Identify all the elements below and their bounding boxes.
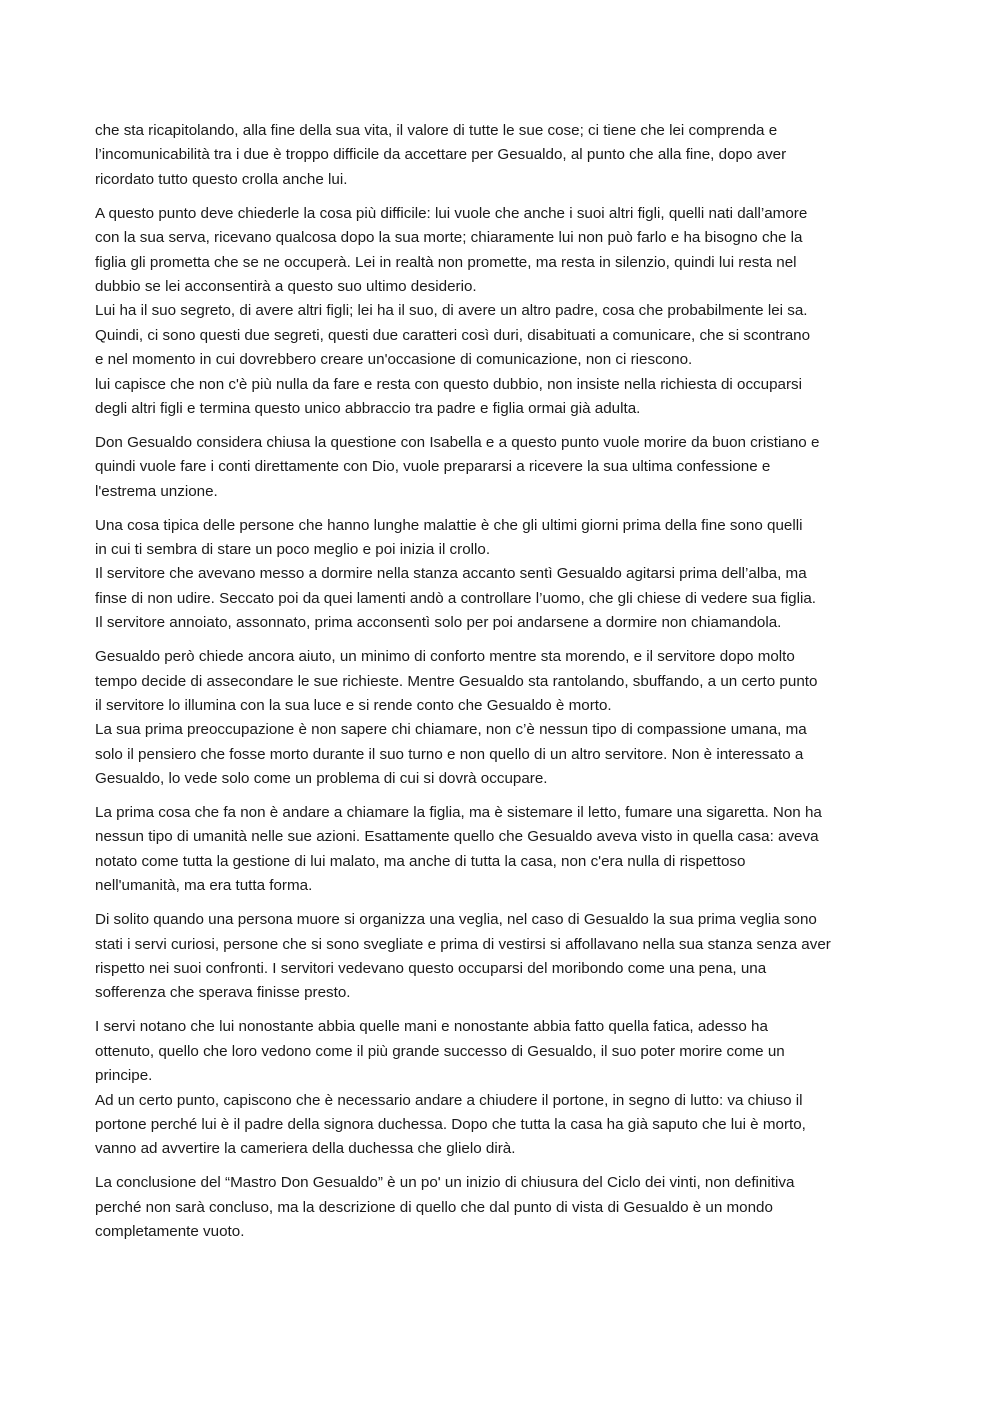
text-line: Ad un certo punto, capiscono che è necessario andare a chiudere il portone, in segno di lutto: va chiuso il	[95, 1091, 803, 1109]
text-line: tempo decide di assecondare le sue richieste. Mentre Gesualdo sta rantolando, sbuffando, a un certo punto	[95, 672, 818, 690]
text-line: Quindi, ci sono questi due segreti, questi due caratteri così duri, disabituati a comunicare, che si scontrano	[95, 326, 811, 344]
text-line: A questo punto deve chiederle la cosa più difficile: lui vuole che anche i suoi altri figli, quelli nati dall’amore	[95, 204, 808, 222]
text-line: sofferenza che sperava finisse presto.	[95, 984, 351, 1002]
text-line: dubbio se lei acconsentirà a questo suo ultimo desiderio.	[95, 277, 477, 295]
text-line: stati i servi curiosi, persone che si sono svegliate e prima di vestirsi si affollavano nella sua stanza senza aver	[95, 935, 831, 953]
text-line: rispetto nei suoi confronti. I servitori vedevano questo occuparsi del moribondo come una pena, una	[95, 960, 767, 977]
text-line: Don Gesualdo considera chiusa la questione con Isabella e a questo punto vuole morire da buon cristiano e	[95, 433, 820, 451]
text-line: e nel momento in cui dovrebbero creare un'occasione di comunicazione, non ci riescono.	[95, 351, 693, 369]
text-line: Di solito quando una persona muore si organizza una veglia, nel caso di Gesualdo la sua prima veglia sono	[95, 911, 817, 929]
text-line: principe.	[95, 1067, 153, 1085]
text-line: La conclusione del “Mastro Don Gesualdo” è un po' un inizio di chiusura del Ciclo dei vinti, non definitiva	[95, 1174, 795, 1192]
text-line: Lui ha il suo segreto, di avere altri figli; lei ha il suo, di avere un altro padre, cosa che probabilmente lei sa.	[95, 302, 808, 320]
paragraph	[95, 645, 910, 791]
text-line: Il servitore che avevano messo a dormire nella stanza accanto sentì Gesualdo agitarsi prima dell’alba, ma	[95, 565, 807, 583]
text-line: che sta ricapitolando, alla fine della sua vita, il valore di tutte le sue cose; ci tiene che lei comprenda e	[95, 122, 778, 139]
text-line: nell'umanità, ma era tutta forma.	[95, 877, 313, 895]
paragraph	[95, 202, 910, 422]
text-line: La prima cosa che fa non è andare a chiamare la figlia, ma è sistemare il letto, fumare una sigaretta. Non ha	[95, 804, 822, 822]
text-line: vanno ad avvertire la cameriera della duchessa che glielo dirà.	[95, 1140, 516, 1158]
text-line: ottenuto, quello che loro vedono come il più grande successo di Gesualdo, il suo poter morire come un	[95, 1042, 785, 1060]
paragraph	[95, 119, 910, 192]
text-line: Il servitore annoiato, assonnato, prima acconsentì solo per poi andarsene a dormire non chiamandola.	[95, 614, 782, 632]
text-line: La sua prima preoccupazione è non sapere chi chiamare, non c’è nessun tipo di compassione umana, ma	[95, 721, 807, 739]
text-line: Gesualdo però chiede ancora aiuto, un minimo di conforto mentre sta morendo, e il servitore dopo molto	[95, 648, 795, 666]
paragraph	[95, 908, 910, 1006]
text-line: completamente vuoto.	[95, 1223, 245, 1241]
text-line: l’incomunicabilità tra i due è troppo difficile da accettare per Gesualdo, al punto che alla fine, dopo aver	[95, 146, 787, 164]
text-line: portone perché lui è il padre della signora duchessa. Dopo che tutta la casa ha già saputo che lui è morto,	[95, 1115, 806, 1133]
text-line: finse di non udire. Seccato poi da quei lamenti andò a controllare l’uomo, che gli chiese di vedere sua figlia.	[95, 589, 816, 607]
paragraph	[95, 801, 910, 899]
paragraph	[95, 1015, 910, 1161]
paragraph	[95, 514, 910, 636]
text-line: il servitore lo illumina con la sua luce e si rende conto che Gesualdo è morto.	[95, 696, 612, 714]
text-line: notato come tutta la gestione di lui malato, ma anche di tutta la casa, non c'era nulla di rispettoso	[95, 852, 746, 870]
text-line: in cui ti sembra di stare un poco meglio e poi inizia il crollo.	[95, 541, 491, 558]
text-line: Gesualdo, lo vede solo come un problema di cui si dovrà occupare.	[95, 770, 548, 788]
text-line: perché non sarà concluso, ma la descrizione di quello che dal punto di vista di Gesualdo è un mondo	[95, 1198, 773, 1216]
document-page	[95, 119, 910, 1254]
text-line: con la sua serva, ricevano qualcosa dopo la sua morte; chiaramente lui non può farlo e ha bisogno che la	[95, 229, 803, 247]
document-body	[95, 119, 910, 1244]
text-line: ricordato tutto questo crolla anche lui.	[95, 170, 348, 188]
text-line: quindi vuole fare i conti direttamente con Dio, vuole prepararsi a ricevere la sua ultima confessione e	[95, 458, 771, 476]
text-line: solo il pensiero che fosse morto durante il suo turno e non quello di un altro servitore. Non è interessato a	[95, 745, 804, 763]
text-line: l'estrema unzione.	[95, 482, 218, 500]
paragraph	[95, 431, 910, 504]
text-line: degli altri figli e termina questo unico abbraccio tra padre e figlia ormai già adulta.	[95, 399, 641, 417]
text-line: Una cosa tipica delle persone che hanno lunghe malattie è che gli ultimi giorni prima della fine sono quelli	[95, 516, 803, 534]
paragraph	[95, 1171, 910, 1244]
text-line: I servi notano che lui nonostante abbia quelle mani e nonostante abbia fatto quella fatica, adesso ha	[95, 1018, 768, 1036]
text-line: figlia gli prometta che se ne occuperà. Lei in realtà non promette, ma resta in silenzio, quindi lui resta nel	[95, 253, 797, 271]
text-line: nessun tipo di umanità nelle sue azioni. Esattamente quello che Gesualdo aveva visto in quella casa: aveva	[95, 828, 819, 846]
text-line: lui capisce che non c'è più nulla da fare e resta con questo dubbio, non insiste nella richiesta di occuparsi	[95, 375, 803, 393]
